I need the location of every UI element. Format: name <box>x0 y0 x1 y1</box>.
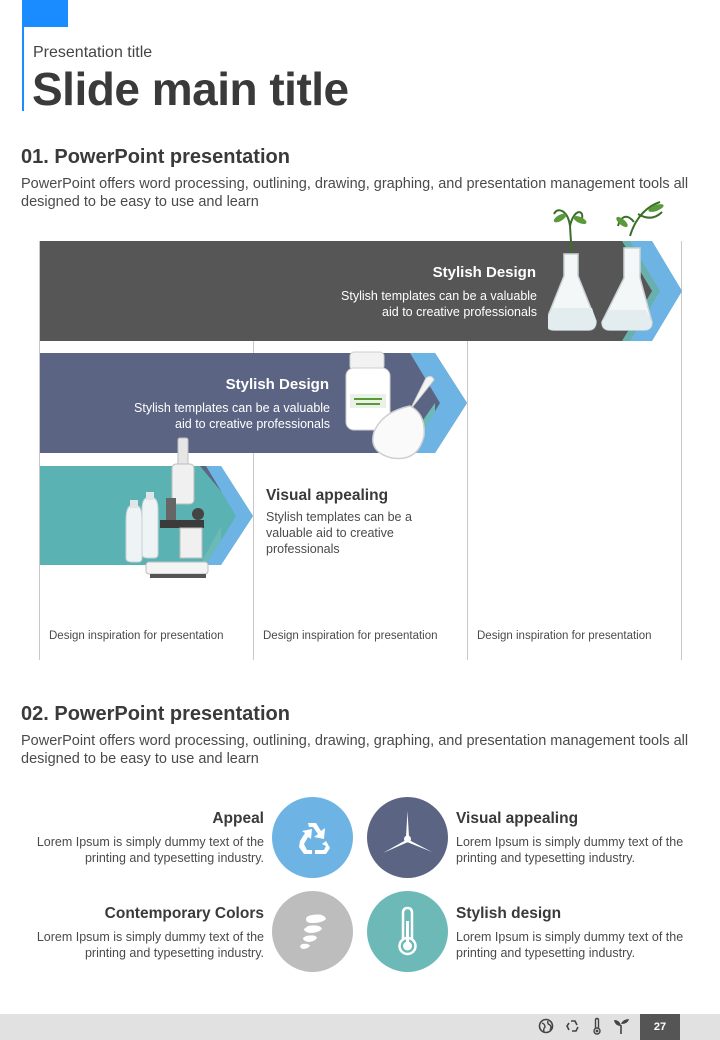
wind-turbine-icon <box>367 797 448 878</box>
band-2-text-line: Stylish templates can be a valuable <box>134 401 330 415</box>
column-caption: Design inspiration for presentation <box>49 630 224 642</box>
band-1-text <box>300 288 537 320</box>
recycle-icon <box>563 1016 583 1036</box>
band-2-text <box>95 400 330 432</box>
thermometer-icon <box>587 1016 607 1036</box>
feature-stylish-text: Lorem Ipsum is simply dummy text of the printing and typesetting industry. <box>456 930 684 960</box>
tornado-icon <box>272 891 353 972</box>
column-caption: Design inspiration for presentation <box>477 630 652 642</box>
feature-visual-text: Lorem Ipsum is simply dummy text of the printing and typesetting industry. <box>456 835 684 865</box>
feature-appeal-title: Appeal <box>212 810 264 827</box>
thermometer-icon <box>367 891 448 972</box>
feature-visual-title: Visual appealing <box>456 810 579 827</box>
feature-stylish-circle <box>367 891 448 972</box>
presentation-title: Presentation title <box>33 44 153 61</box>
bottle-and-scoop-image <box>340 350 440 464</box>
band-2-text-line: aid to creative professionals <box>175 417 330 431</box>
visual-appealing-text: Stylish templates can be a valuable aid to creative professionals <box>266 510 412 556</box>
feature-appeal-text: Lorem Ipsum is simply dummy text of the printing and typesetting industry. <box>36 835 264 865</box>
page-number: 27 <box>640 1014 680 1040</box>
feature-colors-title: Contemporary Colors <box>104 905 264 922</box>
band-1-text-line: Stylish templates can be a valuable <box>341 289 537 303</box>
feature-colors-circle <box>272 891 353 972</box>
feature-stylish-title: Stylish design <box>456 905 562 922</box>
section2-body: PowerPoint offers word processing, outlining, drawing, graphing, and presentation management tools all designed to be easy to use and learn <box>21 733 689 767</box>
section1-heading: 01. PowerPoint presentation <box>21 146 290 168</box>
section1-body: PowerPoint offers word processing, outlining, drawing, graphing, and presentation management tools all designed to be easy to use and learn <box>21 176 689 210</box>
feature-appeal-circle <box>272 797 353 878</box>
band-1-title: Stylish Design <box>432 264 536 281</box>
top-accent-bar <box>22 0 68 27</box>
microscope-image <box>120 436 214 582</box>
sprout-icon <box>611 1016 631 1036</box>
visual-appealing-title: Visual appealing <box>266 487 389 504</box>
feature-visual-circle <box>367 797 448 878</box>
title-accent-rule <box>22 27 24 111</box>
band-1-text-line: aid to creative professionals <box>382 305 537 319</box>
slide-main-title: Slide main title <box>32 63 349 115</box>
section2-heading: 02. PowerPoint presentation <box>21 703 290 725</box>
flasks-with-plants-image <box>548 196 672 334</box>
globe-icon <box>536 1016 556 1036</box>
feature-colors-text: Lorem Ipsum is simply dummy text of the printing and typesetting industry. <box>36 930 264 960</box>
band-2-title: Stylish Design <box>225 376 329 393</box>
column-caption: Design inspiration for presentation <box>263 630 438 642</box>
recycle-icon <box>272 797 353 878</box>
